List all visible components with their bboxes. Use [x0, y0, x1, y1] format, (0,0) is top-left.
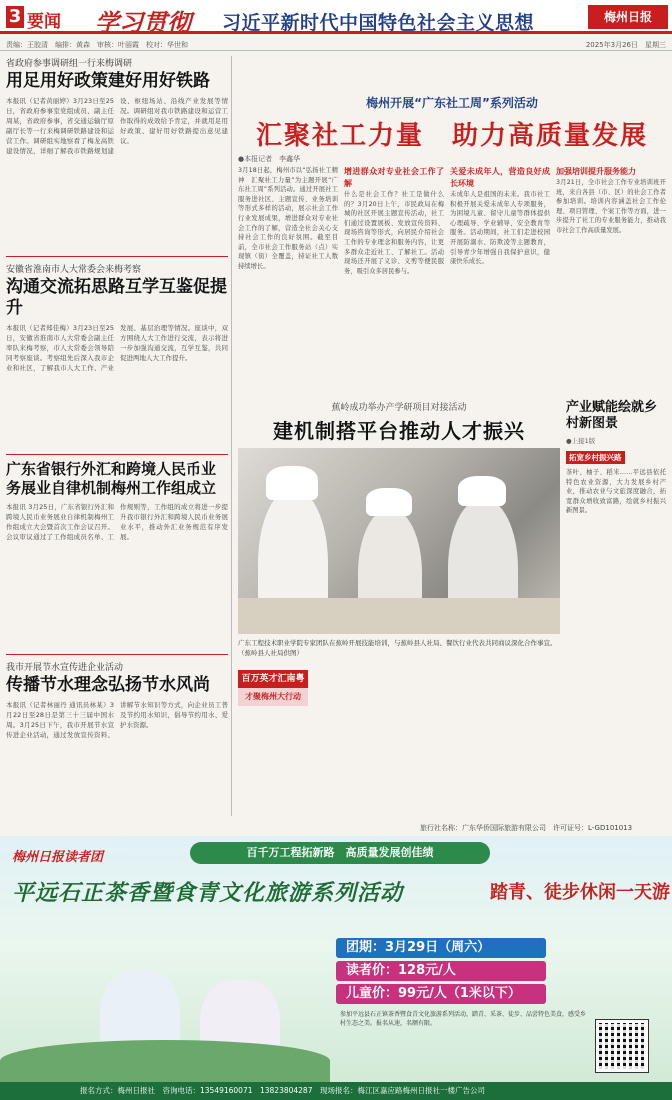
slogan-calligraphy: 学习贯彻 — [95, 8, 191, 37]
ad-slogan-band: 百千万工程拓新路 高质量发展创佳绩 — [190, 842, 490, 864]
reader-price: 读者价：128元/人 — [336, 961, 546, 981]
story-water[interactable] — [6, 660, 228, 816]
story-body: 本报讯（记者林丽丹 通讯员林某）3月22日至28日是第三十三届中国水周。3月25日下午，我市开展节水宣传进企业活动，通过发放宣传资料、讲解节水知识等方式，向企业员工普及节约用水知识，倡导节约用水、爱护水资源。 — [6, 701, 228, 739]
right-story-body: 茶叶、柚子、稻米……平远县依托特色农业资源，大力发展乡村产业，推动农业与文旅深度融合，拓宽群众增收致富路，绘就乡村振兴新图景。 — [566, 469, 666, 515]
photo-story-subtitle: 蕉岭成功举办产学研项目对接活动 — [331, 403, 467, 413]
story-body: 本报讯（记者黄丽婷）3月23日至25日，省政府参事室党组成员、副主任周某，省政府参事，省交通运输厅原副厅长等一行来梅调研铁路建设和运营工作。调研组实地察看了梅龙高铁建设情况，详细了解我市铁路规划建设、枢纽场站、沿线产业发展等情况。调研组对我市铁路建设和运营工作取得的成效给予肯定，并就用足用好政策、建好用好铁路提出意见建议。 — [6, 97, 228, 155]
ad-title: 平远石正茶香暨食青文化旅游系列活动 — [12, 880, 404, 906]
talent-badge: 百万英才汇南粤 才聚梅州大行动 — [238, 670, 308, 706]
main-byline: ●本报记者 李鑫华 — [238, 155, 301, 163]
right-story[interactable] — [566, 400, 666, 768]
story-huainan[interactable] — [6, 262, 228, 450]
story-body: 本报讯 3月25日，广东省银行外汇和跨境人民币业务展业自律机制梅州工作组成立大会暨首次工作会议召开。会议审议通过了工作组成员名单、工作规则等，工作组的成立将进一步提升我市银行外汇和跨境人民币业务展业水平，推动外汇业务规范有序发展。 — [6, 503, 228, 541]
story-title[interactable]: 广东省银行外汇和跨境人民币业务展业自律机制梅州工作组成立 — [6, 460, 217, 497]
section-name: 要闻 — [27, 12, 61, 32]
editors: 责编：王胶清 编排：黄森 审核：叶丽霞 校对：华世和 — [6, 41, 188, 49]
story-kicker: 安徽省淮南市人大常委会来梅考察 — [6, 265, 142, 275]
qr-code-icon[interactable] — [596, 1020, 648, 1072]
story-forex[interactable] — [6, 460, 228, 650]
photo-story[interactable] — [238, 400, 560, 696]
continued-from: ●上接1版 — [566, 437, 596, 445]
left-column — [6, 56, 228, 816]
page-number: 3 — [6, 6, 24, 28]
price-panel — [336, 938, 546, 1007]
right-story-title[interactable]: 产业赋能绘就乡村新图景 — [566, 400, 658, 431]
story-kicker: 我市开展节水宣传进企业活动 — [6, 663, 124, 673]
main-series: 梅州开展“广东社工周”系列活动 — [366, 96, 538, 110]
newspaper-logo: 梅州日报 — [588, 5, 668, 29]
main-body-col1: 3月18日起，梅州市以“弘扬社工精神 汇聚社工力量”为主题开展“广东社工周”系列活动。通过开展社工服务进社区、主题宣传、业务培训等形式多样的活动，展示社会工作行业发展成果，增进群众对专业社会工作的了解，营造全社会关心支持社会工作的良好氛围。截至目前，全市社会工作服务站（点）实现镇（街）全覆盖，持证社工人数持续增长。 — [238, 167, 338, 270]
masthead — [0, 0, 672, 37]
story-body: 本报讯（记者郑佳梅）3月23日至25日，安徽省淮南市人大常委会副主任率队来梅考察，市人大常委会领导陪同考察座谈。考察组先后深入我市企业和社区，了解我市人大工作、产业发展、基层治理等情况。座谈中，双方围绕人大工作进行交流，表示将进一步加强沟通交流，互学互鉴，共同促进两地人大工作提升。 — [6, 324, 228, 372]
main-headline[interactable]: 汇聚社工力量 助力高质量发展 — [255, 121, 648, 151]
divider — [6, 454, 228, 455]
tea-field — [0, 1040, 330, 1082]
story-title[interactable]: 传播节水理念弘扬节水风尚 — [6, 675, 210, 695]
main-story[interactable] — [238, 56, 666, 275]
main-body-col4: 加强培训提升服务能力 3月21日，全市社会工作专业培训班开班，来自各县（市、区）的社会工作者参加培训。培训内容涵盖社会工作伦理、项目管理、个案工作等方面，进一步提升了社工的专业服务能力，推动我市社会工作高质量发展。 — [556, 167, 666, 234]
issue-date: 2025年3月26日 星期三 — [585, 41, 666, 49]
story-railway[interactable] — [6, 56, 228, 252]
main-body-col3: 关爱未成年人，营造良好成长环境 未成年人是祖国的未来。我市社工积极开展关爱未成年人专项服务，为困境儿童、留守儿童等群体提供心理疏导、学业辅导、安全教育等服务。活动期间，社工们走进校园开展防溺水、防欺凌等主题教育，引导青少年增强自我保护意识，健康快乐成长。 — [450, 167, 550, 266]
main-body-col2: 增进群众对专业社会工作了解 什么是社会工作？社工是做什么的？3月20日上午，市民政局在梅城的社区开展主题宣传活动，社工们通过设置展板、发放宣传资料、现场咨询等形式，向居民介绍社会工作的专业理念和服务内容，让更多群众走近社工、了解社工。活动现场还开展了义诊、义剪等便民服务，吸引众多居民参与。 — [344, 167, 444, 275]
main-subhead-1: 增进群众对专业社会工作了解 — [344, 167, 444, 188]
photo-caption: 广东工程技术职业学院专家团队在蕉岭开展技能培训，与蕉岭县人社局、餐饮行业代表共同商议深化合作事宜。（蕉岭县人社局供图） — [238, 639, 557, 657]
story-title[interactable]: 用足用好政策建好用好铁路 — [6, 71, 210, 91]
divider — [6, 256, 228, 257]
main-subhead-2: 关爱未成年人，营造良好成长环境 — [450, 167, 550, 188]
story-kicker: 省政府参事调研组一行来梅调研 — [6, 59, 133, 69]
photo-story-title[interactable]: 建机制搭平台推动人才振兴 — [273, 419, 525, 443]
ad-notes: 参加平远县石正镇茶香暨食青文化旅游系列活动，踏青、采茶、徒步、品尝特色美食，感受乡村生态之美。报名从速，名额有限。 — [340, 1011, 587, 1027]
story-title[interactable]: 沟通交流拓思路互学互鉴促提升 — [6, 277, 227, 318]
child-price: 儿童价：99元/人（1米以下） — [336, 984, 546, 1004]
divider — [6, 654, 228, 655]
chef-training-photo — [238, 448, 560, 634]
ad-footer: 报名方式：梅州日报社 咨询电话：13549160071 13823804287 现场报名：梅江区嘉应路梅州日报社一楼广告公司 — [0, 1082, 672, 1100]
slogan-text: 习近平新时代中国特色社会主义思想 — [222, 12, 535, 34]
main-subhead-3: 加强培训提升服务能力 — [556, 167, 636, 176]
reader-group-brand: 梅州日报读者团 — [12, 850, 104, 865]
column-rule — [231, 56, 232, 816]
ad-subtitle: 踏青、徒步休闲一天游 — [490, 882, 670, 903]
ad-agency-line: 旅行社名称：广东华侨国际旅游有限公司 许可证号：L-GD101013 — [0, 820, 672, 836]
right-story-subhead: 拓宽乡村振兴路 — [566, 451, 625, 464]
editor-info-bar — [0, 37, 672, 51]
travel-advertisement[interactable] — [0, 820, 672, 1100]
tour-date: 团期：3月29日（周六） — [336, 938, 546, 958]
